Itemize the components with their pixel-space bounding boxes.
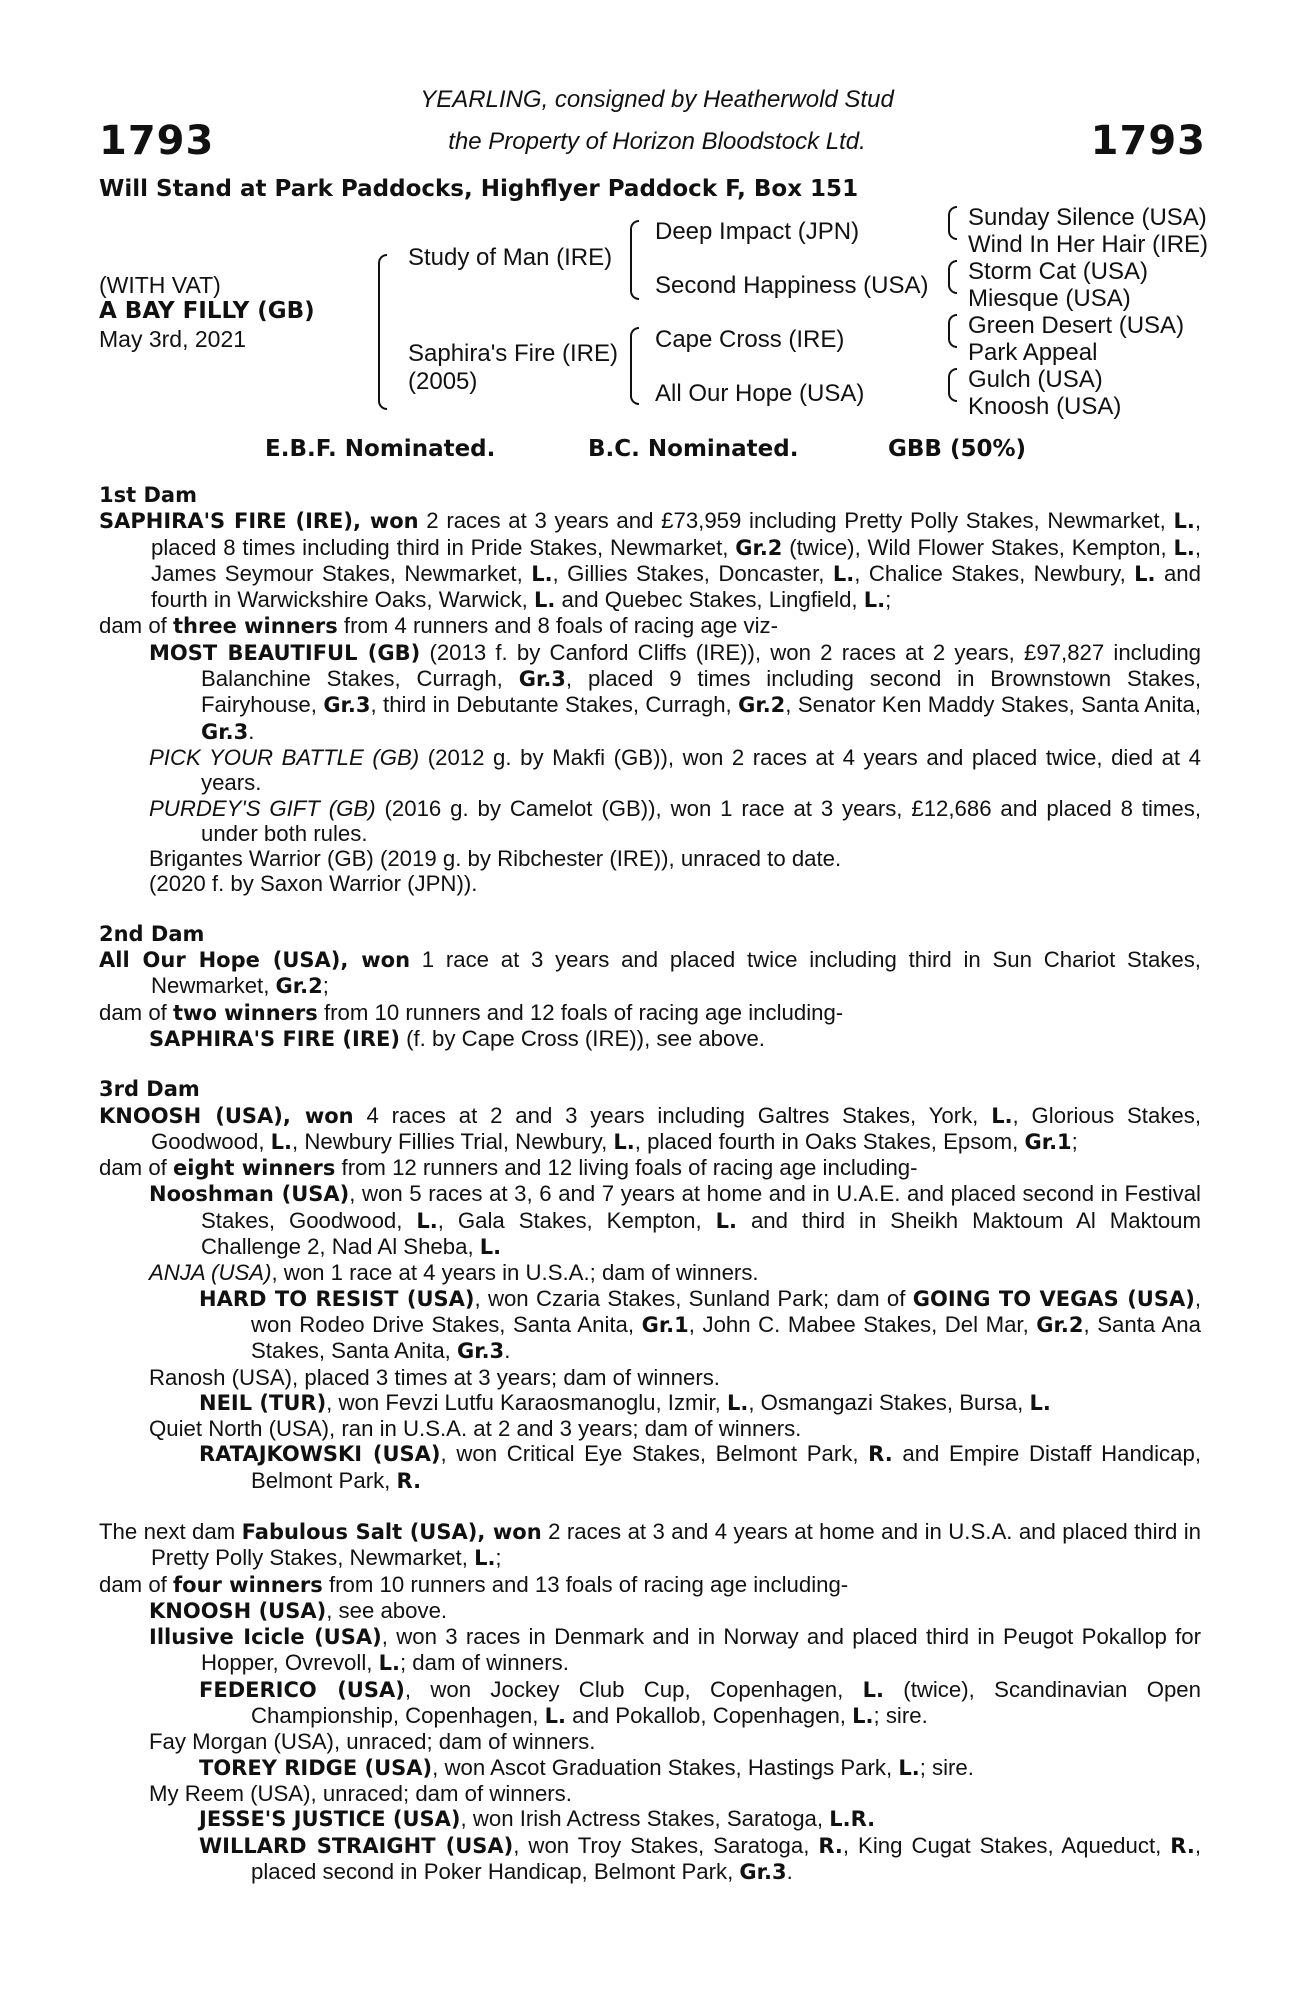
produce-name: PURDEY'S GIFT (GB): [149, 795, 376, 821]
won-label: , won: [340, 948, 411, 973]
produce-text: ; sire.: [919, 1754, 974, 1780]
produce-text: , Senator Ken Maddy Stakes, Santa Anita,: [785, 692, 1201, 718]
produce-text: , won Fevzi Lutfu Karaosmanoglu, Izmir,: [326, 1389, 727, 1415]
produce-text: , John C. Mabee Stakes, Del Mar,: [688, 1311, 1037, 1337]
produce-text: (2013 f. by Canford Cliffs (IRE)), won 2 races at 2 years, £97,827 including Balanchine Stakes, Curragh,: [201, 639, 1201, 692]
produce-entry: (2020 f. by Saxon Warrior (JPN)).: [149, 871, 478, 897]
produce-text: , won Troy Stakes, Saratoga,: [513, 1832, 819, 1858]
dam-name: All Our Hope (USA): [99, 948, 341, 973]
record-text: 2 races at 3 years and £73,959 including Pretty Polly Stakes, Newmarket,: [418, 508, 1174, 534]
bc-nomination: B.C. Nominated.: [588, 436, 799, 462]
produce-text: , won 3 races in Denmark and in Norway and placed third in Peugot Pokallop for Hopper, Ovrevoll,: [201, 1624, 1201, 1676]
pedigree-g8: Knoosh (USA): [968, 393, 1122, 420]
produce-entry: [99, 1026, 1201, 1052]
pedigree-bracket-g3: [948, 314, 957, 348]
record-text: , Newbury Fillies Trial, Newbury,: [292, 1128, 614, 1154]
restricted-mark: R.: [868, 1442, 893, 1467]
record-text: , placed fourth in Oaks Stakes, Epsom,: [634, 1128, 1025, 1154]
pedigree-bracket-sire: [630, 220, 639, 300]
produce-text: , won Jockey Club Cup, Copenhagen,: [404, 1676, 863, 1702]
listed-mark: L.: [862, 1677, 884, 1702]
group-mark: Gr.2: [738, 693, 786, 718]
group-mark: Gr.3: [456, 1339, 505, 1364]
listed-mark: L.: [544, 1704, 566, 1729]
pedigree-g6: Park Appeal: [968, 339, 1098, 366]
produce-name: TOREY RIDGE (USA): [199, 1755, 433, 1780]
produce-name: KNOOSH (USA): [149, 1598, 327, 1623]
record-text: , Chalice Stakes, Newbury,: [854, 560, 1135, 586]
lot-number-left: 1793: [99, 118, 215, 164]
produce-text: and Pokallob, Copenhagen,: [565, 1703, 853, 1729]
produce-entry: [99, 1598, 1201, 1624]
produce-name: Illusive Icicle (USA): [149, 1625, 382, 1650]
group-mark: Gr.1: [641, 1312, 689, 1337]
pedigree-dam-year: (2005): [408, 368, 478, 395]
produce-text: ; dam of winners.: [399, 1650, 569, 1676]
produce-name: Nooshman (USA): [149, 1182, 350, 1207]
listed-mark: L.: [474, 1546, 496, 1571]
produce-entry: [99, 640, 1201, 745]
pedigree-dam: Saphira's Fire (IRE): [408, 340, 618, 367]
pedigree-g3: Storm Cat (USA): [968, 258, 1149, 285]
record-text: ;: [1071, 1128, 1078, 1154]
group-mark: Gr.3: [739, 1859, 787, 1884]
second-dam-record: [99, 947, 1201, 1000]
pedigree-bracket-dam: [630, 327, 639, 405]
listed-mark: L.: [898, 1755, 920, 1780]
won-label: , won: [282, 1103, 354, 1128]
pedigree-bracket-main: [378, 254, 387, 410]
record-text: , James Seymour Stakes, Newmarket,: [151, 534, 1202, 586]
produce-entry: [99, 1260, 1201, 1285]
record-text: , Glorious Stakes, Goodwood,: [151, 1102, 1202, 1154]
produce-entry: [99, 1833, 1201, 1886]
produce-text: (2012 g. by Makfi (GB)), won 2 races at 4 years and placed twice, died at 4 years.: [201, 744, 1201, 796]
produce-name: RATAJKOWSKI (USA): [199, 1442, 441, 1467]
group-mark: Gr.2: [1036, 1312, 1084, 1337]
produce-name: FEDERICO (USA): [199, 1677, 405, 1702]
produce-text: , Osmangazi Stakes, Bursa,: [748, 1389, 1030, 1415]
third-dam-produce: [99, 1155, 1201, 1181]
record-text: , Gillies Stakes, Doncaster,: [552, 560, 833, 586]
produce-entry: [99, 1390, 1201, 1416]
produce-text: .: [786, 1858, 793, 1884]
produce-text: , Gala Stakes, Kempton,: [437, 1207, 716, 1233]
listed-mark: L.: [1173, 509, 1195, 534]
pedigree-sire: Study of Man (IRE): [408, 244, 613, 271]
listed-mark: L.: [1029, 1390, 1051, 1415]
pedigree-bracket-g2: [948, 260, 957, 294]
group-mark: Gr.1: [1024, 1129, 1072, 1154]
record-text: 1 race at 3 years and placed twice including third in Sun Chariot Stakes, Newmarket,: [151, 947, 1201, 999]
produce-text: , won Czaria Stakes, Sunland Park; dam of: [474, 1285, 913, 1311]
winners-count: two winners: [173, 1000, 318, 1025]
produce-entry: [99, 1286, 1201, 1365]
group-mark: Gr.2: [735, 535, 783, 560]
produce-text: , placed 9 times including second in Brownstown Stakes, Fairyhouse,: [201, 666, 1201, 718]
record-text: 2 races at 3 and 4 years at home and in U.S.A. and placed third in Pretty Polly Stakes, Newmarket,: [151, 1518, 1201, 1571]
record-text: The next dam: [99, 1518, 242, 1544]
group-mark: Gr.3: [201, 719, 249, 744]
produce-entry: [99, 796, 1201, 847]
produce-entry: Fay Morgan (USA), unraced; dam of winners.: [149, 1729, 596, 1755]
pedigree-g7: Gulch (USA): [968, 366, 1103, 393]
produce-name: ANJA (USA): [149, 1260, 272, 1286]
second-dam-produce: [99, 1000, 1201, 1026]
pedigree-sire-dam: Second Happiness (USA): [655, 272, 929, 299]
vat-note: (WITH VAT): [99, 272, 221, 298]
produce-text: from 10 runners and 12 foals of racing age including-: [317, 999, 844, 1025]
listed-mark: L.: [863, 588, 886, 613]
listed-mark: L.R.: [829, 1807, 876, 1832]
won-label: , won: [477, 1519, 542, 1544]
listed-mark: L.: [715, 1208, 737, 1233]
group-mark: Gr.3: [518, 667, 566, 692]
consignment-line-2: the Property of Horizon Bloodstock Ltd.: [448, 128, 866, 155]
produce-entry: [99, 745, 1201, 796]
produce-text: , won Irish Actress Stakes, Saratoga,: [460, 1806, 830, 1832]
first-dam-produce: [99, 613, 1201, 639]
produce-text: , won Critical Eye Stakes, Belmont Park,: [440, 1441, 869, 1467]
lot-number-right: 1793: [1090, 118, 1206, 164]
listed-mark: L.: [726, 1390, 749, 1415]
produce-name: NEIL (TUR): [199, 1390, 327, 1415]
listed-mark: L.: [1173, 535, 1195, 560]
produce-text: , placed second in Poker Handicap, Belmont Park,: [251, 1832, 1201, 1884]
listed-mark: L.: [270, 1129, 293, 1154]
ebf-nomination: E.B.F. Nominated.: [265, 436, 496, 462]
produce-name: SAPHIRA'S FIRE (IRE): [149, 1026, 400, 1051]
group-mark: Gr.3: [323, 693, 371, 718]
won-label: , won: [353, 509, 419, 534]
record-text: (twice), Wild Flower Stakes, Kempton,: [782, 534, 1174, 560]
produce-text: from 10 runners and 13 foals of racing age including-: [322, 1571, 849, 1597]
pedigree-dam-dam: All Our Hope (USA): [655, 380, 865, 407]
pedigree-g1: Sunday Silence (USA): [968, 204, 1207, 231]
pedigree-dam-sire: Cape Cross (IRE): [655, 326, 845, 353]
gbb-note: GBB (50%): [888, 436, 1027, 462]
winners-count: four winners: [173, 1572, 323, 1597]
dam-name: Fabulous Salt (USA): [241, 1519, 478, 1544]
produce-text: dam of: [99, 1571, 173, 1597]
pedigree-g2: Wind In Her Hair (IRE): [968, 231, 1209, 258]
produce-text: dam of: [99, 613, 173, 639]
produce-text: (twice), Scandinavian Open Championship, Copenhagen,: [251, 1676, 1201, 1729]
produce-text: .: [248, 718, 255, 744]
produce-text: (2016 g. by Camelot (GB)), won 1 race at 3 years, £12,686 and placed 8 times, under both rules.: [201, 795, 1201, 846]
record-text: , placed 8 times including third in Pride Stakes, Newmarket,: [151, 508, 1201, 560]
listed-mark: L.: [852, 1704, 874, 1729]
listed-mark: L.: [378, 1651, 400, 1676]
pedigree-g5: Green Desert (USA): [968, 312, 1185, 339]
record-text: ;: [322, 973, 329, 999]
restricted-mark: R.: [396, 1468, 422, 1493]
catalogue-body: [99, 483, 1201, 1885]
produce-text: , won 1 race at 4 years in U.S.A.; dam of winners.: [271, 1260, 759, 1286]
foaling-date: May 3rd, 2021: [99, 326, 247, 352]
record-text: and fourth in Warwickshire Oaks, Warwick,: [151, 560, 1201, 613]
produce-text: and third in Sheikh Maktoum Al Maktoum Challenge 2, Nad Al Sheba,: [201, 1207, 1201, 1260]
produce-text: dam of: [99, 1155, 173, 1181]
record-text: and Quebec Stakes, Lingfield,: [555, 587, 864, 613]
listed-mark: L.: [416, 1208, 438, 1233]
produce-text: , Santa Ana Stakes, Santa Anita,: [251, 1311, 1201, 1364]
produce-name: GOING TO VEGAS (USA): [912, 1286, 1195, 1311]
record-text: ;: [885, 587, 892, 613]
produce-text: and Empire Distaff Handicap, Belmont Park,: [251, 1441, 1201, 1493]
third-dam-record: [99, 1103, 1201, 1156]
second-dam-heading: 2nd Dam: [99, 921, 205, 946]
listed-mark: L.: [613, 1129, 635, 1154]
consignment-line-1: YEARLING, consigned by Heatherwold Stud: [420, 86, 894, 113]
first-dam-heading: 1st Dam: [99, 483, 197, 507]
dam-name: KNOOSH (USA): [99, 1103, 283, 1128]
listed-mark: L.: [531, 561, 553, 586]
produce-name: PICK YOUR BATTLE (GB): [149, 744, 420, 770]
produce-text: ; sire.: [873, 1703, 928, 1729]
produce-text: , won Ascot Graduation Stakes, Hastings Park,: [432, 1754, 899, 1780]
record-text: ;: [495, 1545, 502, 1571]
produce-name: HARD TO RESIST (USA): [199, 1286, 475, 1311]
record-text: 4 races at 2 and 3 years including Galtres Stakes, York,: [353, 1102, 992, 1128]
produce-entry: [99, 1806, 1201, 1832]
produce-text: , see above.: [326, 1597, 448, 1623]
restricted-mark: R.: [1170, 1833, 1195, 1858]
produce-entry: Quiet North (USA), ran in U.S.A. at 2 and 3 years; dam of winners.: [149, 1416, 802, 1442]
pedigree-g4: Miesque (USA): [968, 285, 1131, 312]
winners-count: eight winners: [173, 1156, 336, 1181]
listed-mark: L.: [1134, 561, 1156, 586]
produce-name: JESSE'S JUSTICE (USA): [199, 1807, 461, 1832]
produce-entry: [99, 1441, 1201, 1494]
pedigree-bracket-g4: [948, 368, 957, 402]
third-dam-heading: 3rd Dam: [99, 1077, 200, 1102]
produce-text: , King Cugat Stakes, Aqueduct,: [842, 1832, 1171, 1858]
produce-text: dam of: [99, 999, 173, 1025]
produce-text: .: [504, 1338, 511, 1364]
horse-name: A BAY FILLY (GB): [99, 298, 315, 324]
produce-entry: [99, 1677, 1201, 1730]
produce-text: , third in Debutante Stakes, Curragh,: [370, 692, 739, 718]
produce-name: WILLARD STRAIGHT (USA): [199, 1833, 514, 1858]
listed-mark: L.: [832, 561, 855, 586]
produce-text: from 4 runners and 8 foals of racing age viz-: [337, 613, 779, 639]
next-dam-record: [99, 1519, 1201, 1572]
dam-name: SAPHIRA'S FIRE (IRE): [99, 509, 354, 534]
produce-text: from 12 runners and 12 living foals of racing age including-: [335, 1155, 918, 1181]
next-dam-produce: [99, 1572, 1201, 1598]
produce-entry: [99, 1755, 1201, 1781]
produce-entry: [99, 1181, 1201, 1260]
winners-count: three winners: [173, 614, 338, 639]
produce-name: MOST BEAUTIFUL (GB): [149, 640, 421, 665]
pedigree-sire-sire: Deep Impact (JPN): [655, 218, 860, 245]
produce-entry: Brigantes Warrior (GB) (2019 g. by Ribchester (IRE)), unraced to date.: [149, 846, 842, 872]
first-dam-record: [99, 508, 1201, 613]
listed-mark: L.: [479, 1235, 502, 1260]
produce-entry: Ranosh (USA), placed 3 times at 3 years; dam of winners.: [149, 1364, 720, 1390]
produce-text: , won 5 races at 3, 6 and 7 years at home and in U.A.E. and placed second in Festival Stakes, Goodwood,: [201, 1181, 1201, 1233]
listed-mark: L.: [534, 588, 556, 613]
pedigree-bracket-g1: [948, 206, 957, 240]
stand-location: Will Stand at Park Paddocks, Highflyer Paddock F, Box 151: [99, 176, 859, 202]
listed-mark: L.: [991, 1103, 1013, 1128]
group-mark: Gr.2: [275, 974, 323, 999]
produce-entry: [99, 1624, 1201, 1677]
restricted-mark: R.: [818, 1833, 843, 1858]
produce-text: (f. by Cape Cross (IRE)), see above.: [399, 1025, 765, 1051]
produce-text: , won Rodeo Drive Stakes, Santa Anita,: [251, 1285, 1201, 1337]
produce-entry: My Reem (USA), unraced; dam of winners.: [149, 1780, 572, 1806]
